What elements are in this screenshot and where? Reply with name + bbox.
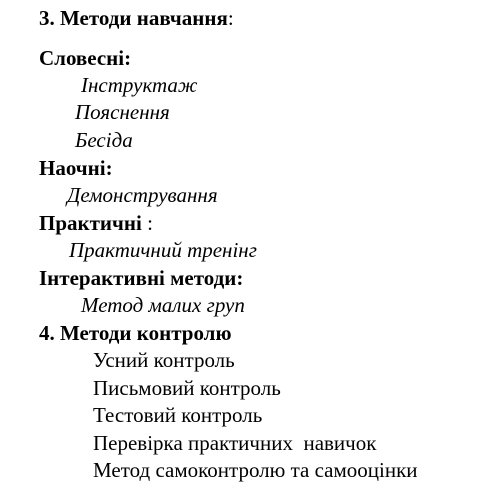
group-interactive-item: Метод малих груп [81, 293, 245, 317]
group-practical-heading [39, 213, 153, 234]
group-verbal-item: Інструктаж [81, 73, 198, 97]
control-method-item: Метод самоконтролю та самооцінки [93, 458, 418, 482]
group-visual-item: Демонстрування [67, 183, 218, 207]
group-visual-heading: Наочні: [39, 156, 113, 180]
section-4-title: 4. Методи контролю [39, 321, 232, 345]
section-3-title [39, 8, 234, 29]
group-practical-heading-text: Практичні [39, 211, 142, 235]
control-method-item [93, 433, 376, 454]
control-method-item: Усний контроль [93, 348, 235, 372]
group-verbal-heading: Словесні: [39, 46, 132, 70]
control-method-item-text: Перевірка практичних навичок [93, 431, 377, 455]
group-interactive-heading: Інтерактивні методи: [39, 266, 244, 290]
control-method-item: Письмовий контроль [93, 376, 281, 400]
group-verbal-item: Пояснення [75, 100, 170, 124]
group-practical-heading-suffix: : [141, 211, 153, 235]
group-practical-item: Практичний тренінг [69, 238, 257, 262]
section-3-title-suffix: : [227, 6, 234, 30]
section-3-title-text: 3. Методи навчання [39, 6, 228, 30]
control-method-item: Тестовий контроль [93, 403, 263, 427]
group-verbal-item: Бесіда [75, 128, 133, 152]
